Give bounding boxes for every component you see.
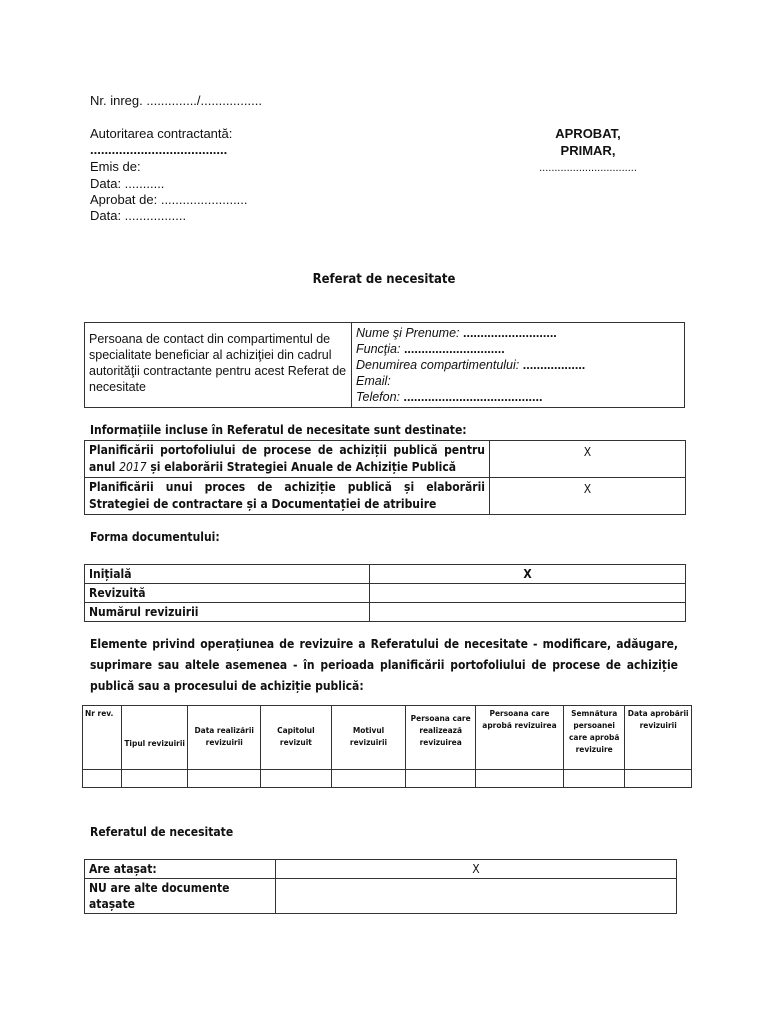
revision-paragraph: Elemente privind operațiunea de revizuire a Referatului de necesitate - modificare, adăugare, suprimare sau altele asemenea - în perioada planificării portofoliului de procese de achiziție publică sau a procesului de achiziție publică: [90,637,678,693]
destination-year: 2017 [119,460,147,474]
form-table [84,564,686,622]
col-semnatura: Semnătura persoanei care aprobă revizuire [563,706,624,770]
department-label: Denumirea compartimentului: [356,358,520,372]
table-row [85,584,686,603]
destination-mark-2: X [490,478,686,515]
contact-table [84,322,685,408]
cell-empty[interactable] [121,770,188,788]
cell-empty[interactable] [83,770,122,788]
form-label-revised: Revizuită [85,584,370,603]
approved-date: Data: ................. [90,208,187,223]
issued-by-label: Emis de: [90,159,141,174]
col-capitolul: Capitolul revizuit [261,706,332,770]
form-label-initial: Inițială [85,565,370,584]
cell-empty[interactable] [261,770,332,788]
document-title: Referat de necesitate [312,272,456,287]
col-data-aprobarii: Data aprobării revizuirii [625,706,692,770]
name-dots: ........................... [463,326,557,340]
destination-heading: Informațiile incluse în Referatul de necesitate sunt destinate: [90,423,467,437]
cell-empty[interactable] [331,770,406,788]
cell-empty[interactable] [406,770,476,788]
attachment-mark-none [276,879,677,914]
cell-empty[interactable] [188,770,261,788]
table-row [85,603,686,622]
attachment-label-none: NU are alte documente atașate [85,879,276,914]
attachment-label-has: Are atașat: [85,860,276,879]
form-mark-initial: X [370,565,686,584]
form-label-revision-number: Numărul revizuirii [85,603,370,622]
approved-heading: APROBAT, [555,126,621,141]
table-row [83,770,692,788]
cell-empty[interactable] [563,770,624,788]
destination-text-b: și elaborării Strategiei Anuale de Achiziție Publică [146,460,457,474]
table-row [85,441,686,478]
form-mark-revised [370,584,686,603]
revisions-table [82,705,692,788]
contact-description: Persoana de contact din compartimentul de specialitate beneficiar al achiziţiei din cadrul autorităţii contractante pentru acest Referat de necesitate [85,323,352,408]
col-persoana-realizeaza: Persoana care realizează revizuirea [406,706,476,770]
col-persoana-aproba: Persoana care aprobă revizuirea [475,706,563,770]
referat-heading: Referatul de necesitate [90,825,234,839]
name-label: Nume şi Prenume: [356,326,460,340]
table-row [85,565,686,584]
col-nr-rev: Nr rev. [83,706,122,770]
table-row [85,478,686,515]
table-row [85,879,677,914]
destination-row-1 [85,441,490,478]
destination-row-2: Planificării unui proces de achiziție publică și elaborării Strategiei de contractare și a Documentației de atribuire [85,478,490,515]
contracting-authority-label: Autoritarea contractantă: [90,126,233,141]
cell-empty[interactable] [625,770,692,788]
col-tipul: Tipul revizuirii [121,706,188,770]
col-data-realizarii: Data realizării revizuirii [188,706,261,770]
function-dots: ............................. [403,342,505,356]
table-header-row [83,706,692,770]
form-heading: Forma documentului: [90,530,220,544]
mayor-signature-dots: ................................ [539,162,637,174]
approved-by-label: Aprobat de: ........................ [90,192,248,207]
phone-label: Telefon: [356,390,401,404]
department-dots: .................. [522,358,586,372]
attachments-table [84,859,677,914]
destination-mark-1: X [490,441,686,478]
registration-number: Nr. inreg. ............../................. [90,93,262,108]
function-label: Funcţia: [356,342,401,356]
form-mark-revision-number [370,603,686,622]
issued-date: Data: ........... [90,176,165,191]
phone-dots: ........................................ [403,390,543,404]
cell-empty[interactable] [475,770,563,788]
destination-text-a: Planificării portofoliului de procese de achiziții publică pentru anul [89,443,485,474]
col-motivul: Motivul revizuirii [331,706,406,770]
email-label: Email: [356,374,391,388]
contracting-authority-dots: ...................................... [90,142,228,157]
contact-fields [352,323,685,408]
attachment-mark-has: X [276,860,677,879]
mayor-heading: PRIMAR, [560,143,616,158]
table-row [85,860,677,879]
destination-table [84,440,686,515]
